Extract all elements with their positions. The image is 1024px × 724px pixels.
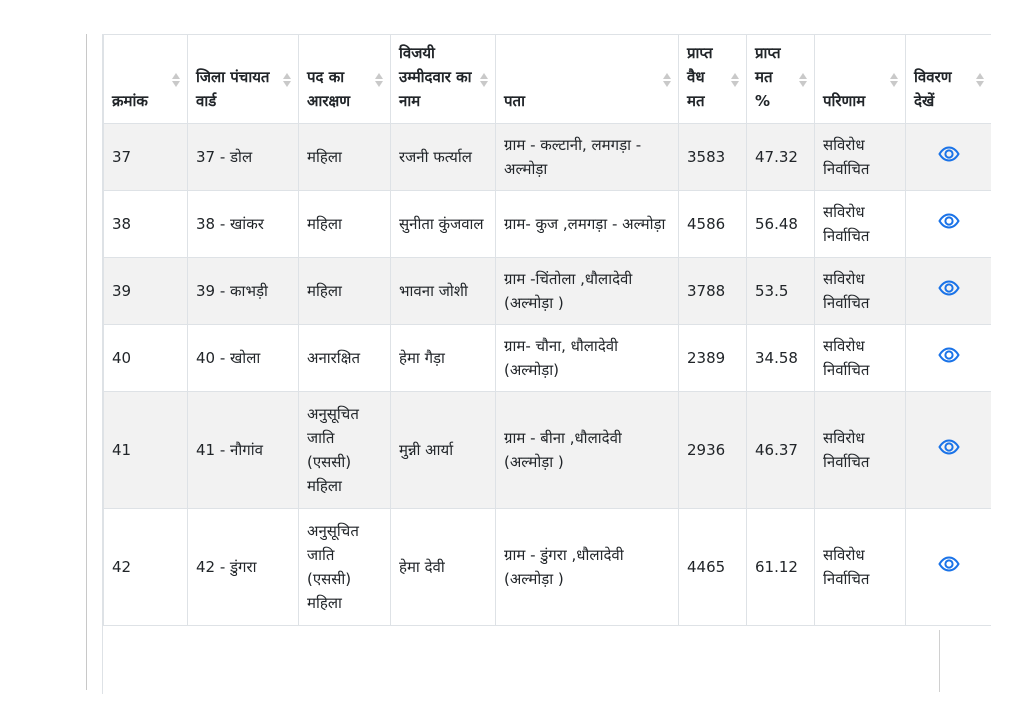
cell-address: ग्राम -चिंतोला ,धौलादेवी (अल्मोड़ा ) bbox=[496, 258, 679, 325]
th-reservation[interactable] bbox=[299, 35, 391, 124]
cell-result: सविरोध निर्वाचित bbox=[815, 191, 906, 258]
cell-view-details bbox=[906, 258, 992, 325]
cell-reservation: अनुसूचित जाति (एससी) महिला bbox=[299, 509, 391, 626]
scroll-area-divider bbox=[939, 630, 940, 692]
cell-candidate-name: सुनीता कुंजवाल bbox=[391, 191, 496, 258]
table-row bbox=[104, 258, 992, 325]
th-view-details[interactable] bbox=[906, 35, 992, 124]
cell-result: सविरोध निर्वाचित bbox=[815, 509, 906, 626]
cell-reservation: अनारक्षित bbox=[299, 325, 391, 392]
cell-valid-votes: 2389 bbox=[679, 325, 747, 392]
cell-vote-percent: 61.12 bbox=[747, 509, 815, 626]
cell-valid-votes: 4465 bbox=[679, 509, 747, 626]
th-result[interactable] bbox=[815, 35, 906, 124]
cell-vote-percent: 56.48 bbox=[747, 191, 815, 258]
cell-candidate-name: भावना जोशी bbox=[391, 258, 496, 325]
cell-view-details bbox=[906, 509, 992, 626]
column-header-label: परिणाम bbox=[823, 92, 866, 110]
column-header-label: विजयी उम्मीदवार का नाम bbox=[399, 44, 472, 110]
table-header bbox=[104, 35, 992, 124]
cell-reservation: अनुसूचित जाति (एससी) महिला bbox=[299, 392, 391, 509]
results-table bbox=[103, 34, 991, 626]
cell-serial: 38 bbox=[104, 191, 188, 258]
cell-view-details bbox=[906, 124, 992, 191]
table-row bbox=[104, 392, 992, 509]
cell-reservation: महिला bbox=[299, 191, 391, 258]
column-header-label: क्रमांक bbox=[112, 92, 148, 110]
cell-view-details bbox=[906, 191, 992, 258]
cell-result: सविरोध निर्वाचित bbox=[815, 258, 906, 325]
cell-reservation: महिला bbox=[299, 258, 391, 325]
th-address[interactable] bbox=[496, 35, 679, 124]
cell-valid-votes: 3788 bbox=[679, 258, 747, 325]
sort-arrows-icon[interactable] bbox=[662, 73, 672, 89]
cell-address: ग्राम - कल्टानी, लमगड़ा - अल्मोड़ा bbox=[496, 124, 679, 191]
page-left-border bbox=[86, 34, 87, 690]
cell-vote-percent: 53.5 bbox=[747, 258, 815, 325]
sort-arrows-icon[interactable] bbox=[479, 73, 489, 89]
sort-arrows-icon[interactable] bbox=[889, 73, 899, 89]
cell-ward: 41 - नौगांव bbox=[188, 392, 299, 509]
eye-icon[interactable] bbox=[938, 555, 960, 571]
cell-serial: 37 bbox=[104, 124, 188, 191]
table-row bbox=[104, 191, 992, 258]
table-row bbox=[104, 124, 992, 191]
column-header-label: पद का आरक्षण bbox=[307, 68, 351, 110]
cell-vote-percent: 47.32 bbox=[747, 124, 815, 191]
cell-result: सविरोध निर्वाचित bbox=[815, 124, 906, 191]
cell-serial: 39 bbox=[104, 258, 188, 325]
cell-candidate-name: मुन्नी आर्या bbox=[391, 392, 496, 509]
cell-serial: 40 bbox=[104, 325, 188, 392]
cell-ward: 37 - डोल bbox=[188, 124, 299, 191]
eye-icon[interactable] bbox=[938, 145, 960, 161]
cell-vote-percent: 34.58 bbox=[747, 325, 815, 392]
cell-valid-votes: 4586 bbox=[679, 191, 747, 258]
sort-arrows-icon[interactable] bbox=[171, 73, 181, 89]
cell-valid-votes: 3583 bbox=[679, 124, 747, 191]
cell-address: ग्राम- चौना, धौलादेवी (अल्मोड़ा) bbox=[496, 325, 679, 392]
cell-view-details bbox=[906, 392, 992, 509]
cell-ward: 42 - डुंगरा bbox=[188, 509, 299, 626]
table-body bbox=[104, 124, 992, 626]
column-header-label: पता bbox=[504, 92, 525, 110]
sort-arrows-icon[interactable] bbox=[374, 73, 384, 89]
cell-reservation: महिला bbox=[299, 124, 391, 191]
sort-arrows-icon[interactable] bbox=[730, 73, 740, 89]
results-table-container bbox=[102, 34, 991, 694]
cell-ward: 40 - खोला bbox=[188, 325, 299, 392]
column-header-label: प्राप्त मत % bbox=[755, 44, 781, 110]
cell-address: ग्राम - डुंगरा ,धौलादेवी (अल्मोड़ा ) bbox=[496, 509, 679, 626]
cell-address: ग्राम - बीना ,धौलादेवी (अल्मोड़ा ) bbox=[496, 392, 679, 509]
cell-candidate-name: हेमा गैड़ा bbox=[391, 325, 496, 392]
cell-vote-percent: 46.37 bbox=[747, 392, 815, 509]
th-ward[interactable] bbox=[188, 35, 299, 124]
th-serial[interactable] bbox=[104, 35, 188, 124]
cell-ward: 39 - काभड़ी bbox=[188, 258, 299, 325]
th-candidate-name[interactable] bbox=[391, 35, 496, 124]
cell-serial: 41 bbox=[104, 392, 188, 509]
cell-result: सविरोध निर्वाचित bbox=[815, 392, 906, 509]
th-vote-percent[interactable] bbox=[747, 35, 815, 124]
cell-view-details bbox=[906, 325, 992, 392]
sort-arrows-icon[interactable] bbox=[798, 73, 808, 89]
table-row bbox=[104, 509, 992, 626]
cell-result: सविरोध निर्वाचित bbox=[815, 325, 906, 392]
eye-icon[interactable] bbox=[938, 279, 960, 295]
sort-arrows-icon[interactable] bbox=[282, 73, 292, 89]
column-header-label: विवरण देखें bbox=[914, 68, 952, 110]
column-header-label: प्राप्त वैध मत bbox=[687, 44, 713, 110]
table-row bbox=[104, 325, 992, 392]
column-header-label: जिला पंचायत वार्ड bbox=[196, 68, 270, 110]
cell-address: ग्राम- कुज ,लमगड़ा - अल्मोड़ा bbox=[496, 191, 679, 258]
cell-valid-votes: 2936 bbox=[679, 392, 747, 509]
sort-arrows-icon[interactable] bbox=[975, 73, 985, 89]
eye-icon[interactable] bbox=[938, 212, 960, 228]
cell-ward: 38 - खांकर bbox=[188, 191, 299, 258]
cell-candidate-name: रजनी फर्त्याल bbox=[391, 124, 496, 191]
th-valid-votes[interactable] bbox=[679, 35, 747, 124]
eye-icon[interactable] bbox=[938, 346, 960, 362]
cell-serial: 42 bbox=[104, 509, 188, 626]
cell-candidate-name: हेमा देवी bbox=[391, 509, 496, 626]
eye-icon[interactable] bbox=[938, 438, 960, 454]
